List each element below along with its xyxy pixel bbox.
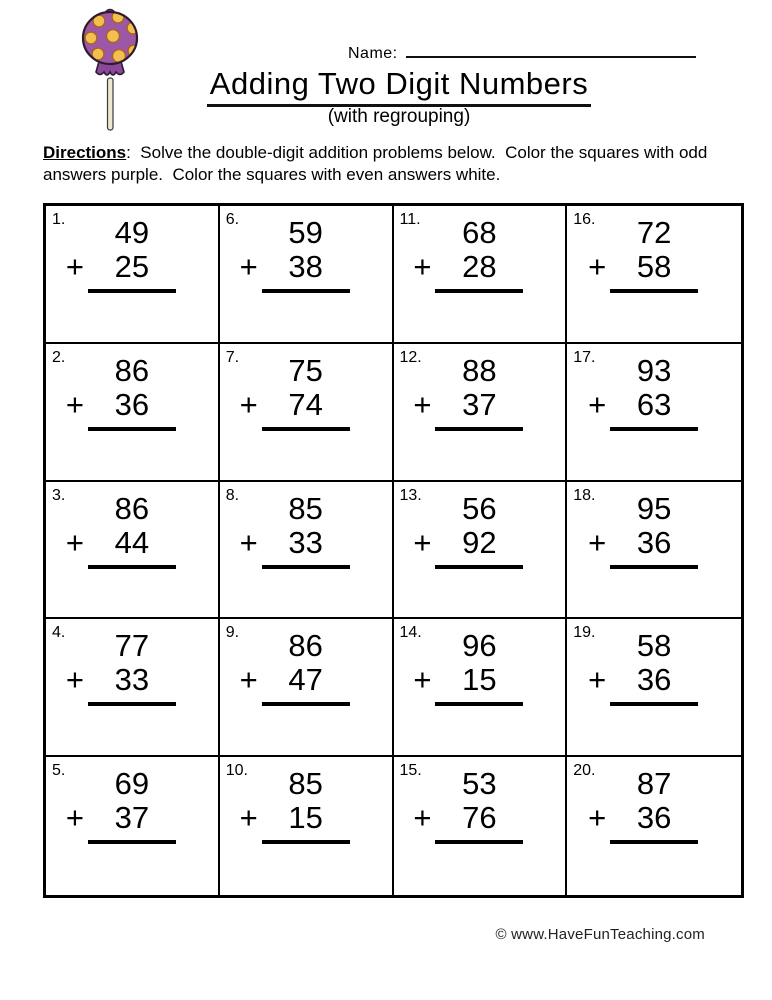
problem-number: 12. — [399, 348, 422, 366]
answer-line[interactable] — [435, 565, 523, 569]
plus-operator: + — [239, 249, 258, 284]
addend-top: 53 — [462, 766, 497, 802]
addend-top: 75 — [288, 352, 323, 388]
problem-cell-2 — [46, 344, 220, 482]
addend-top: 56 — [462, 490, 497, 526]
addition-problem — [65, 628, 174, 706]
plus-operator: + — [65, 800, 84, 836]
addition-problem — [588, 628, 696, 706]
plus-operator: + — [239, 662, 258, 698]
answer-line[interactable] — [88, 289, 176, 293]
plus-operator: + — [65, 249, 84, 284]
name-row — [348, 40, 696, 63]
addition-problem — [65, 352, 174, 431]
problem-number: 11. — [399, 211, 421, 228]
plus-operator: + — [413, 524, 432, 560]
answer-line[interactable] — [610, 289, 698, 293]
problem-number: 14. — [399, 624, 422, 642]
addend-bottom: 92 — [462, 524, 497, 560]
addend-top: 96 — [462, 628, 497, 664]
problem-number: 18. — [573, 486, 596, 504]
addend-bottom: 76 — [462, 800, 497, 836]
answer-line[interactable] — [88, 565, 176, 569]
problem-number: 3. — [52, 486, 66, 504]
plus-operator: + — [413, 662, 432, 698]
addend-top: 86 — [288, 628, 323, 664]
addend-bottom: 15 — [462, 662, 497, 698]
addition-problem — [413, 215, 521, 293]
directions-text — [43, 142, 723, 187]
problems-grid — [43, 203, 744, 898]
answer-line[interactable] — [88, 840, 176, 844]
name-fill-line[interactable] — [406, 40, 696, 58]
directions-label: Directions — [43, 143, 127, 162]
problem-cell-9 — [220, 619, 394, 757]
answer-line[interactable] — [88, 702, 176, 706]
problem-cell-12 — [394, 344, 568, 482]
plus-operator: + — [65, 386, 84, 422]
plus-operator: + — [65, 524, 84, 560]
copyright-text: © www.HaveFunTeaching.com — [495, 926, 705, 943]
plus-operator: + — [239, 800, 258, 836]
plus-operator: + — [588, 386, 607, 422]
problem-number: 19. — [573, 624, 596, 642]
addend-top: 85 — [288, 490, 323, 526]
addition-problem — [588, 352, 696, 431]
plus-operator: + — [588, 662, 607, 698]
addend-top: 77 — [114, 628, 150, 664]
plus-operator: + — [588, 249, 607, 284]
addend-bottom: 36 — [636, 524, 672, 560]
problem-cell-8 — [220, 482, 394, 620]
addend-bottom: 47 — [288, 662, 323, 698]
problem-cell-3 — [46, 482, 220, 620]
addend-top: 85 — [288, 766, 323, 802]
answer-line[interactable] — [262, 840, 350, 844]
problem-cell-16 — [567, 206, 741, 344]
answer-line[interactable] — [262, 702, 350, 706]
answer-line[interactable] — [435, 289, 523, 293]
problem-number: 4. — [52, 624, 66, 642]
answer-line[interactable] — [435, 427, 523, 431]
answer-line[interactable] — [610, 427, 698, 431]
addend-top: 68 — [462, 215, 497, 250]
addition-problem — [65, 490, 174, 569]
problem-cell-19 — [567, 619, 741, 757]
addend-bottom: 28 — [462, 249, 497, 284]
problem-number: 5. — [52, 762, 66, 780]
problem-cell-17 — [567, 344, 741, 482]
problem-number: 8. — [225, 486, 240, 504]
addend-bottom: 37 — [462, 386, 497, 422]
addition-problem — [239, 352, 348, 431]
addend-top: 95 — [636, 490, 672, 526]
problem-number: 20. — [573, 762, 596, 780]
problem-cell-1 — [46, 206, 220, 344]
problem-cell-20 — [567, 757, 741, 895]
addition-problem — [239, 215, 348, 293]
addend-top: 93 — [636, 352, 672, 388]
addend-bottom: 15 — [288, 800, 323, 836]
addend-bottom: 38 — [288, 249, 323, 284]
answer-line[interactable] — [610, 565, 698, 569]
plus-operator: + — [413, 386, 432, 422]
problem-cell-15 — [394, 757, 568, 895]
problem-cell-13 — [394, 482, 568, 620]
plus-operator: + — [65, 662, 84, 698]
addend-top: 69 — [114, 766, 150, 802]
plus-operator: + — [588, 524, 607, 560]
addition-problem — [413, 352, 521, 431]
problem-number: 7. — [225, 348, 240, 366]
answer-line[interactable] — [262, 427, 350, 431]
addition-problem — [588, 766, 696, 844]
page-title: Adding Two Digit Numbers — [207, 66, 591, 107]
addend-bottom: 44 — [114, 524, 150, 560]
addend-top: 72 — [636, 215, 672, 250]
addend-bottom: 74 — [288, 386, 323, 422]
problem-number: 9. — [225, 624, 240, 642]
answer-line[interactable] — [88, 427, 176, 431]
addend-top: 86 — [114, 490, 150, 526]
addend-top: 86 — [114, 352, 150, 388]
addition-problem — [239, 766, 348, 844]
addend-top: 49 — [114, 215, 150, 250]
problem-number: 10. — [225, 762, 248, 780]
problem-number: 17. — [573, 348, 596, 366]
problem-number: 6. — [225, 211, 240, 228]
addend-top: 59 — [288, 215, 323, 250]
addition-problem — [413, 766, 521, 844]
problem-number: 1. — [52, 211, 66, 228]
problem-number: 15. — [399, 762, 422, 780]
answer-line[interactable] — [262, 565, 350, 569]
answer-line[interactable] — [435, 840, 523, 844]
answer-line[interactable] — [435, 702, 523, 706]
plus-operator: + — [239, 524, 258, 560]
answer-line[interactable] — [262, 289, 350, 293]
problem-number: 13. — [399, 486, 422, 504]
plus-operator: + — [588, 800, 607, 836]
problem-cell-11 — [394, 206, 568, 344]
addition-problem — [588, 490, 696, 569]
addend-bottom: 33 — [288, 524, 323, 560]
addend-bottom: 36 — [114, 386, 150, 422]
addend-bottom: 36 — [636, 800, 672, 836]
directions-body: : Solve the double-digit addition problems below. Color the squares with odd answers purple. Color the squares with even answers white. — [43, 143, 713, 185]
problem-number: 2. — [52, 348, 66, 366]
problem-cell-5 — [46, 757, 220, 895]
addend-bottom: 37 — [114, 800, 150, 836]
problem-cell-18 — [567, 482, 741, 620]
page-subtitle: (with regrouping) — [327, 106, 471, 127]
problem-cell-4 — [46, 619, 220, 757]
problem-cell-14 — [394, 619, 568, 757]
addition-problem — [239, 490, 348, 569]
addition-problem — [65, 766, 174, 844]
addend-bottom: 58 — [636, 249, 672, 284]
addend-top: 58 — [636, 628, 672, 664]
plus-operator: + — [239, 386, 258, 422]
plus-operator: + — [413, 249, 432, 284]
addend-bottom: 25 — [114, 249, 150, 284]
problem-number: 16. — [573, 211, 596, 228]
answer-line[interactable] — [610, 840, 698, 844]
answer-line[interactable] — [610, 702, 698, 706]
addition-problem — [239, 628, 348, 706]
name-label: Name: — [348, 45, 398, 62]
problem-cell-10 — [220, 757, 394, 895]
problem-cell-7 — [220, 344, 394, 482]
problem-cell-6 — [220, 206, 394, 344]
addition-problem — [588, 215, 696, 293]
addend-bottom: 36 — [636, 662, 672, 698]
addition-problem — [65, 215, 174, 293]
addend-bottom: 33 — [114, 662, 150, 698]
addend-top: 87 — [636, 766, 672, 802]
addition-problem — [413, 628, 521, 706]
plus-operator: + — [413, 800, 432, 836]
addend-top: 88 — [462, 352, 497, 388]
addition-problem — [413, 490, 521, 569]
addend-bottom: 63 — [636, 386, 672, 422]
